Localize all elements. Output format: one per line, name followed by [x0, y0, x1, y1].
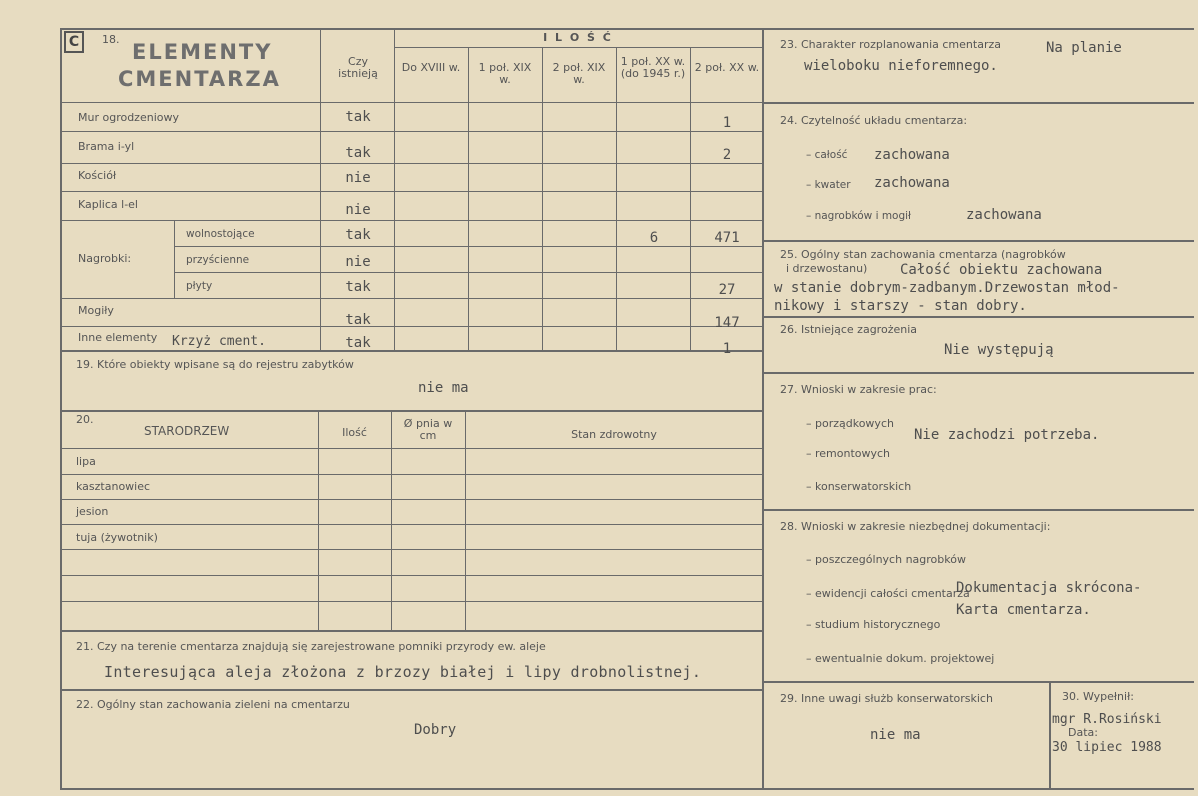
period-header-3: 2 poł. XIX w. [552, 61, 606, 86]
section-20-number: 20. [76, 413, 94, 426]
section-29-label: 29. Inne uwagi służb konserwatorskich [780, 692, 993, 705]
row-exists-inne: tak [345, 335, 371, 351]
row-exists-kaplica: nie [345, 202, 371, 218]
section-22-label: 22. Ogólny stan zachowania zieleni na cmentarzu [76, 698, 350, 711]
period-header-1: Do XVIII w. [401, 61, 461, 74]
row-exists-brama: tak [345, 145, 371, 161]
section-19-label: 19. Które obiekty wpisane są do rejestru zabytków [76, 358, 354, 371]
section-25-label-line2: i drzewostanu) [786, 262, 868, 275]
section-18-title-line2: CMENTARZA [118, 67, 281, 91]
row-count-mur: 1 [722, 115, 732, 131]
row-value-inne: Krzyż cment. [172, 334, 266, 349]
row-label-wolnostojace: wolnostojące [186, 228, 255, 240]
row-label-przyscienne: przyścienne [186, 254, 250, 266]
row-count4-wolnostojace: 6 [649, 230, 659, 246]
form-badge: C [64, 31, 84, 53]
section-27-item-porzadkowych: – porządkowych [806, 417, 894, 430]
col-stan-header: Stan zdrowotny [571, 428, 657, 441]
row-exists-kosciol: nie [345, 170, 371, 186]
section-27-item-remontowych: – remontowych [806, 447, 891, 460]
tree-kasztanowiec: kasztanowiec [76, 480, 151, 493]
section-28-value-line1: Dokumentacja skrócona- [956, 580, 1142, 596]
col-pnia-header: Ø pnia w cm [403, 417, 453, 442]
section-22-value: Dobry [414, 722, 457, 738]
section-30-name: mgr R.Rosiński [1052, 712, 1162, 727]
tree-jesion: jesion [76, 505, 109, 518]
section-27-value: Nie zachodzi potrzeba. [914, 427, 1100, 443]
section-24-item-kwater: – kwater [806, 179, 851, 191]
row-exists-mogily: tak [345, 312, 371, 328]
section-26-value: Nie występują [944, 342, 1054, 358]
section-24-value-nagrobkow: zachowana [966, 207, 1042, 223]
section-28-item-projektowej: – ewentualnie dokum. projektowej [806, 652, 995, 665]
row-exists-wolnostojace: tak [345, 227, 371, 243]
row-count-brama: 2 [722, 147, 732, 163]
row-label-brama: Brama i-yl [78, 140, 135, 153]
row-label-plyty: płyty [186, 280, 213, 292]
period-header-2: 1 poł. XIX w. [478, 61, 532, 86]
nagrobki-label: Nagrobki: [78, 252, 132, 265]
col-exists-header: Czy istnieją [338, 55, 378, 80]
row-label-mogily: Mogiły [78, 304, 114, 317]
row-count-mogily: 147 [714, 315, 740, 331]
section-24-label: 24. Czytelność układu cmentarza: [780, 114, 968, 127]
section-23-value-line2: wieloboku nieforemnego. [804, 58, 998, 74]
section-23-label: 23. Charakter rozplanowania cmentarza [780, 38, 1001, 51]
section-25-label-line1: 25. Ogólny stan zachowania cmentarza (nagrobków [780, 248, 1066, 261]
row-label-kosciol: Kościół [78, 169, 117, 182]
section-23-value-line1: Na planie [1046, 40, 1122, 56]
section-25-value-line2: w stanie dobrym-zadbanym.Drzewostan młod- [774, 280, 1120, 296]
section-24-item-nagrobkow: – nagrobków i mogił [806, 210, 912, 222]
section-24-item-calosc: – całość [806, 149, 848, 161]
ilosc-header: I L O Ś Ć [543, 31, 613, 44]
row-exists-mur: tak [345, 109, 371, 125]
section-24-value-kwater: zachowana [874, 175, 950, 191]
section-21-value: Interesująca aleja złożona z brzozy białej i lipy drobnolistnej. [104, 663, 702, 681]
tree-tuja: tuja (żywotnik) [76, 531, 158, 544]
section-18-title-line1: ELEMENTY [132, 40, 273, 64]
row-count-wolnostojace: 471 [714, 230, 740, 246]
section-28-item-ewidencji: – ewidencji całości cmentarza [806, 587, 970, 600]
section-29-value: nie ma [870, 727, 921, 743]
row-exists-przyscienne: nie [345, 254, 371, 270]
section-25-value-line1: Całość obiektu zachowana [900, 262, 1103, 278]
period-header-4: 1 poł. XX w. (do 1945 r.) [620, 55, 686, 80]
row-exists-plyty: tak [345, 279, 371, 295]
section-20-title: STARODRZEW [144, 424, 230, 438]
section-25-value-line3: nikowy i starszy - stan dobry. [774, 298, 1027, 314]
col-ilosc-header: Ilość [342, 426, 367, 439]
tree-lipa: lipa [76, 455, 96, 468]
section-26-label: 26. Istniejące zagrożenia [780, 323, 918, 336]
row-label-kaplica: Kaplica l-el [78, 198, 138, 211]
row-label-inne: Inne elementy [78, 331, 158, 344]
section-30-date: 30 lipiec 1988 [1052, 740, 1162, 755]
row-count-inne: 1 [722, 341, 732, 357]
section-30-label: 30. Wypełnił: [1062, 690, 1134, 703]
section-24-value-calosc: zachowana [874, 147, 950, 163]
section-30-date-label: Data: [1068, 726, 1098, 739]
section-27-label: 27. Wnioski w zakresie prac: [780, 383, 937, 396]
section-18-number: 18. [102, 33, 120, 46]
section-28-item-nagrobkow: – poszczególnych nagrobków [806, 553, 966, 566]
row-count-plyty: 27 [718, 282, 736, 298]
section-21-label: 21. Czy na terenie cmentarza znajdują się zarejestrowane pomniki przyrody ew. aleje [76, 640, 546, 653]
section-28-item-studium: – studium historycznego [806, 618, 941, 631]
row-label-mur: Mur ogrodzeniowy [78, 111, 179, 124]
section-19-value: nie ma [418, 380, 469, 396]
section-27-item-konserwatorskich: – konserwatorskich [806, 480, 912, 493]
section-28-value-line2: Karta cmentarza. [956, 602, 1091, 618]
period-header-5: 2 poł. XX w. [694, 61, 760, 74]
section-28-label: 28. Wnioski w zakresie niezbędnej dokumentacji: [780, 520, 1051, 533]
